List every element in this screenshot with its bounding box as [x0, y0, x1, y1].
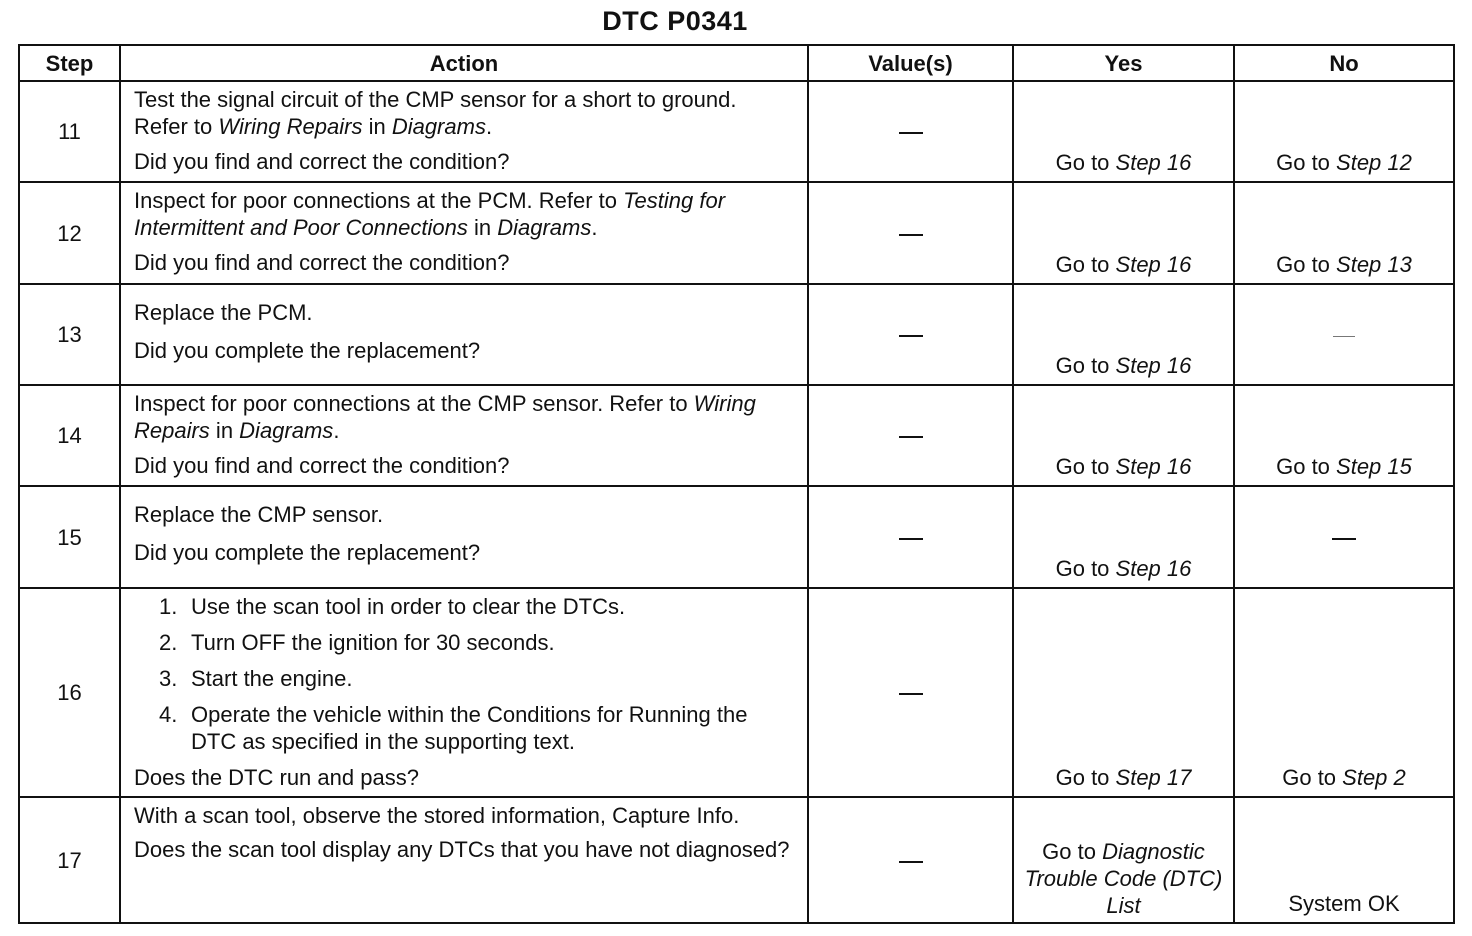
list-item: 1. Use the scan tool in order to clear the DTCs.: [159, 594, 626, 619]
action-text: Replace the PCM.: [134, 300, 313, 325]
action-cell: [120, 182, 808, 284]
action-text: Test the signal circuit of the CMP sensor for a short to ground. Refer to Wiring Repairs in Diagrams.: [134, 87, 737, 139]
yes-cell: Go to Step 16: [1013, 284, 1234, 385]
table-row: [19, 284, 1454, 385]
step-number: 13: [19, 284, 120, 385]
value-cell: [808, 588, 1013, 797]
no-cell: [1234, 486, 1454, 588]
step-number: 12: [19, 182, 120, 284]
yes-cell: Go to Step 17: [1013, 588, 1234, 797]
action-question: Did you find and correct the condition?: [134, 250, 510, 275]
page-title: DTC P0341: [602, 6, 748, 36]
action-question: Does the scan tool display any DTCs that you have not diagnosed?: [134, 837, 790, 862]
dash-mark: [899, 861, 923, 863]
no-cell: Go to Step 15: [1234, 385, 1454, 486]
action-cell: [120, 588, 808, 797]
action-cell: [120, 797, 808, 923]
action-question: Does the DTC run and pass?: [134, 765, 419, 790]
action-question: Did you complete the replacement?: [134, 338, 481, 363]
table-row: [19, 797, 1454, 923]
step-number: 11: [19, 81, 120, 182]
action-cell: [120, 385, 808, 486]
yes-cell: Go to Step 16: [1013, 385, 1234, 486]
value-cell: [808, 486, 1013, 588]
table-row: [19, 486, 1454, 588]
table-row: [19, 81, 1454, 182]
table-row: [19, 182, 1454, 284]
header-no: No: [1234, 45, 1454, 81]
action-text: Inspect for poor connections at the PCM. Refer to Testing for Intermittent and Poor Connections in Diagrams.: [134, 188, 726, 240]
header-row: [19, 45, 1454, 81]
no-cell: [1234, 284, 1454, 385]
dash-mark: [899, 436, 923, 438]
no-cell: Go to Step 2: [1234, 588, 1454, 797]
dash-mark: [899, 132, 923, 134]
step-number: 15: [19, 486, 120, 588]
dash-mark: [899, 335, 923, 337]
yes-cell: Go to Step 16: [1013, 81, 1234, 182]
procedure-list: [134, 593, 795, 755]
action-question: Did you complete the replacement?: [134, 540, 481, 565]
value-cell: [808, 284, 1013, 385]
step-number: 14: [19, 385, 120, 486]
table-row: [19, 385, 1454, 486]
value-cell: [808, 385, 1013, 486]
action-text: Replace the CMP sensor.: [134, 502, 384, 527]
action-question: Did you find and correct the condition?: [134, 453, 510, 478]
list-item: 3. Start the engine.: [159, 666, 353, 691]
value-cell: [808, 797, 1013, 923]
header-step: Step: [19, 45, 120, 81]
step-number: 16: [19, 588, 120, 797]
dash-mark: [899, 693, 923, 695]
step-number: 17: [19, 797, 120, 923]
dash-mark: [899, 538, 923, 540]
dash-mark: [1333, 336, 1355, 337]
header-action: Action: [120, 45, 808, 81]
list-item: 2. Turn OFF the ignition for 30 seconds.: [159, 630, 555, 655]
no-cell: Go to Step 12: [1234, 81, 1454, 182]
no-cell: Go to Step 13: [1234, 182, 1454, 284]
list-item: 4. Operate the vehicle within the Conditions for Running the DTC as specified in the supporting text.: [159, 702, 748, 754]
yes-cell: Go to Diagnostic Trouble Code (DTC) List: [1013, 797, 1234, 923]
yes-cell: Go to Step 16: [1013, 182, 1234, 284]
yes-cell: Go to Step 16: [1013, 486, 1234, 588]
dash-mark: [1332, 538, 1356, 540]
header-yes: Yes: [1013, 45, 1234, 81]
dash-mark: [899, 234, 923, 236]
diagnostic-table: [18, 44, 1455, 924]
action-cell: [120, 284, 808, 385]
action-text: With a scan tool, observe the stored information, Capture Info.: [134, 803, 740, 828]
action-question: Did you find and correct the condition?: [134, 149, 510, 174]
action-cell: [120, 486, 808, 588]
header-values: Value(s): [808, 45, 1013, 81]
action-text: Inspect for poor connections at the CMP sensor. Refer to Wiring Repairs in Diagrams.: [134, 391, 756, 443]
table-row: [19, 588, 1454, 797]
no-cell: System OK: [1234, 797, 1454, 923]
action-cell: [120, 81, 808, 182]
value-cell: [808, 182, 1013, 284]
value-cell: [808, 81, 1013, 182]
